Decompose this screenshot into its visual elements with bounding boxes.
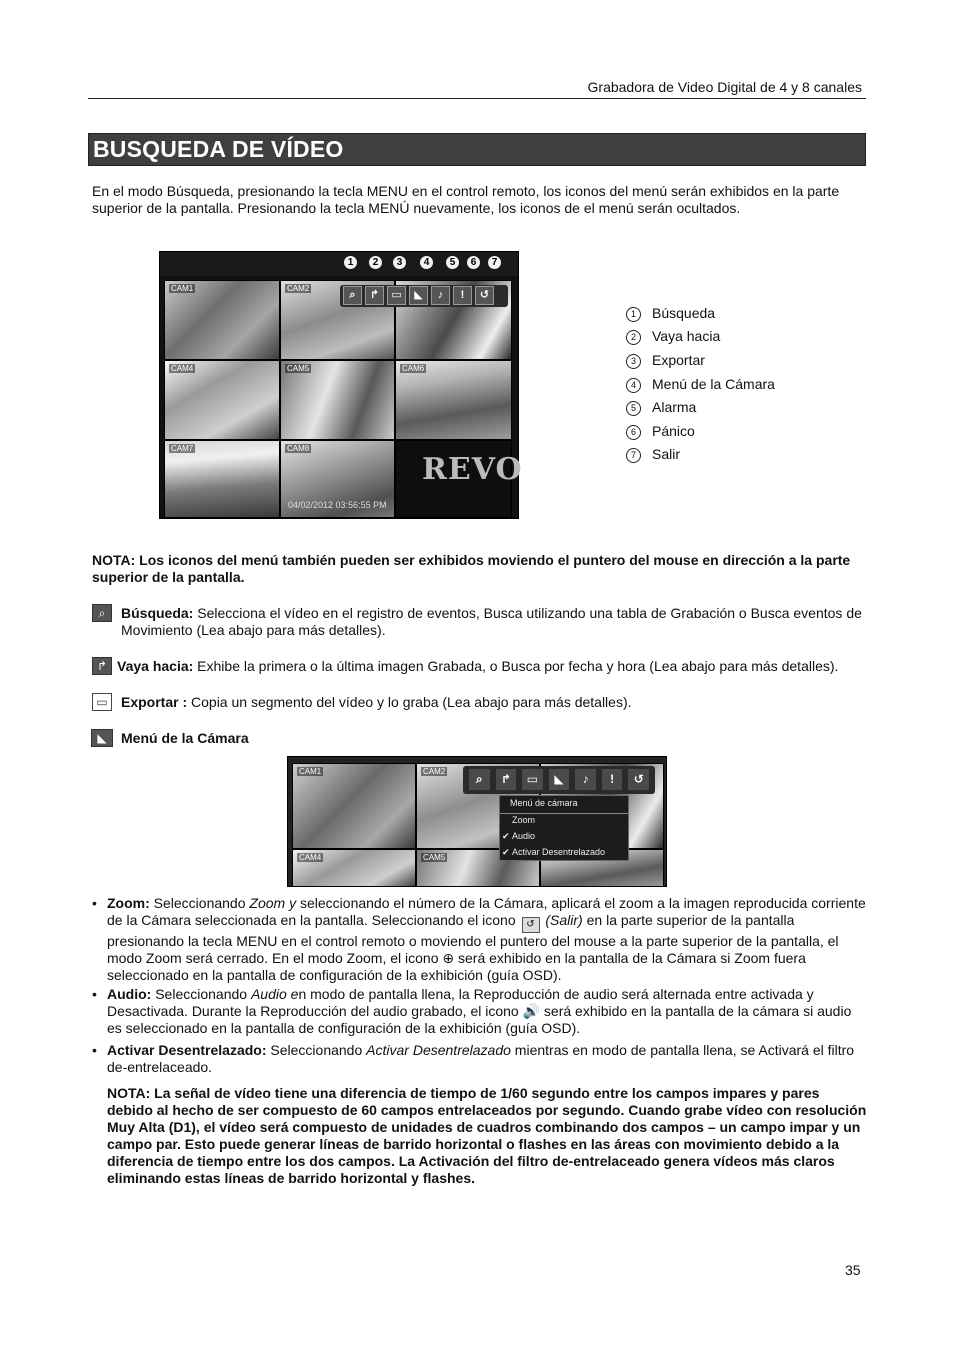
zoom-icon: ⊕ [442,950,455,966]
goto-icon[interactable]: ↱ [365,286,384,305]
playback-timestamp: 04/02/2012 03:56:55 PM [288,500,387,510]
legend-item: 5 Alarma [626,399,696,416]
camera-tile-1[interactable] [164,280,280,360]
camera-menu-header: Menú de cámara [500,796,628,814]
note-deinterlace: NOTA: La señal de vídeo tiene una diferencia de tiempo de 1/60 segundo entre los campos impares y pares debido al hecho de ser compuesto de 60 campos entrelaceados por segundo. Cuando grabe vídeo con resolución Muy Alta (D1), el vídeo será compuesto de unidades de cuadros combinando dos campos – un campo impar y un campo par. Esto puede generar líneas de barrido horizontal o flashes en las áreas con movimiento debido a la diferencia de tiempo entre los dos campos. La Activación del filtro de-entrelaceado genera vídeos más claros eliminando estas líneas de barrido horizontal y flashes. [107,1085,867,1186]
callout-number-5: 5 [446,256,459,269]
checkmark-icon: ✔ [502,831,510,841]
bullet-deinterlace: Activar Desentrelazado: Seleccionando Activar Desentrelazado mientras en modo de pantalla llena, se Activará el filtro de-entrelaceado. [107,1042,855,1075]
export-icon: ▭ [92,693,112,711]
section-title-bar [88,133,866,166]
camera-label: CAM7 [171,444,194,453]
camera-label: CAM4 [299,853,322,862]
menu-item-audio[interactable]: ✔ Audio [502,831,536,841]
screenshot-top-bar [160,252,518,276]
camera-label: CAM2 [287,284,310,293]
bullet-icon: • [92,1042,97,1058]
camera-label: CAM8 [287,444,310,453]
panic-icon[interactable]: ! [602,769,623,790]
search-icon[interactable]: ⌕ [469,769,490,790]
callout-number-6: 6 [467,256,480,269]
header-divider [88,98,866,99]
camera-tile-6[interactable] [395,360,512,440]
goto-description: Vaya hacia: Exhibe la primera o la última imagen Grabada, o Busca por fecha y hora (Lea abajo para más detalles). [117,658,839,674]
legend-item: 3 Exportar [626,352,705,369]
legend-item: 4 Menú de la Cámara [626,376,775,393]
camera-menu-icon[interactable]: ◣ [549,769,570,790]
page-number: 35 [845,1262,861,1278]
export-icon[interactable]: ▭ [387,286,406,305]
exit-icon[interactable]: ↺ [628,769,649,790]
revo-logo: REVO [422,452,523,487]
search-icon[interactable]: ⌕ [343,286,362,305]
callout-number-7: 7 [488,256,501,269]
legend-item: 7 Salir [626,446,680,463]
speaker-icon: 🔊 [522,1003,541,1019]
export-description: Exportar : Copia un segmento del vídeo y lo graba (Lea abajo para más detalles). [121,694,632,710]
legend-item: 2 Vaya hacia [626,328,720,345]
checkmark-icon: ✔ [502,847,510,857]
camera-menu-screenshot [287,756,667,887]
search-mode-screenshot [159,251,523,519]
exit-icon[interactable]: ↺ [475,286,494,305]
search-toolbar [340,285,508,307]
camera-menu-icon: ◣ [91,729,113,747]
camera-label: CAM2 [423,767,446,776]
camera-menu-icon[interactable]: ◣ [409,286,428,305]
alarm-icon[interactable]: ♪ [575,769,596,790]
camera-label: CAM1 [171,284,194,293]
exit-icon: ↺ [522,917,540,933]
camera-tile-5[interactable] [280,360,395,440]
camera-tile-4[interactable] [292,849,416,887]
search-toolbar [463,766,655,794]
section-title: BUSQUEDA DE VÍDEO [93,136,344,162]
camera-label: CAM1 [299,767,322,776]
camera-tile-7[interactable] [164,440,280,518]
goto-icon: ↱ [92,657,112,675]
bullet-audio: Audio: Seleccionando Audio en modo de pantalla llena, la Reproducción de audio será alternada entre activada y Desactivada. Durante la Reproducción del audio grabado, el icono 🔊 será exhibido en la pantalla de la cámara si audio es seleccionado en la pantalla de configuración de la exhibición (guía OSD). [107,986,852,1036]
menu-item-deinterlace[interactable]: ✔ Activar Desentrelazado [502,847,606,857]
intro-paragraph: En el modo Búsqueda, presionando la tecla MENU en el control remoto, los iconos del menú serán exhibidos en la parte superior de la pantalla. Presionando la tecla MENÚ nuevamente, los iconos de el menú serán ocultados. [92,183,840,216]
note-icons-mouse: NOTA: Los iconos del menú también pueden ser exhibidos moviendo el puntero del mouse en dirección a la parte superior de la pantalla. [92,552,851,585]
camera-label: CAM5 [287,364,310,373]
callout-number-3: 3 [393,256,406,269]
page-header-title: Grabadora de Video Digital de 4 y 8 canales [587,79,862,95]
bullet-icon: • [92,986,97,1002]
callout-number-2: 2 [369,256,382,269]
callout-number-1: 1 [344,256,357,269]
camera-tile-4[interactable] [164,360,280,440]
panic-icon[interactable]: ! [453,286,472,305]
goto-icon[interactable]: ↱ [496,769,517,790]
camera-label: CAM5 [423,853,446,862]
camera-label: CAM4 [171,364,194,373]
camera-label: CAM6 [402,364,425,373]
camera-tile-1[interactable] [292,763,416,849]
export-icon[interactable]: ▭ [522,769,543,790]
bullet-icon: • [92,895,97,911]
menu-item-zoom[interactable]: Zoom [512,815,536,825]
camera-menu-heading: Menú de la Cámara [121,730,249,746]
legend-item: 1 Búsqueda [626,305,715,322]
alarm-icon[interactable]: ♪ [431,286,450,305]
search-description: Búsqueda: Selecciona el vídeo en el registro de eventos, Busca utilizando una tabla de Grabación o Busca eventos de Movimiento (Lea abajo para más detalles). [121,605,862,638]
search-icon: ⌕ [92,604,112,622]
bullet-zoom: Zoom: Seleccionando Zoom y seleccionando el número de la Cámara, aplicará el zoom a la imagen reproducida corriente de la Cámara seleccionada en la pantalla. Seleccionando el icono ↺ (Salir) en la parte superior de la pantalla presionando la tecla MENU en el control remoto o moviendo el puntero del mouse a la parte superior de la pantalla, el modo Zoom será cerrado. En el modo Zoom, el icono ⊕ será exhibido en la pantalla de la Cámara si Zoom fuera seleccionado en la pantalla de configuración de la exhibición (guía OSD). [107,895,866,983]
legend-item: 6 Pánico [626,423,695,440]
callout-number-4: 4 [420,256,433,269]
camera-menu-dropdown [499,795,629,861]
